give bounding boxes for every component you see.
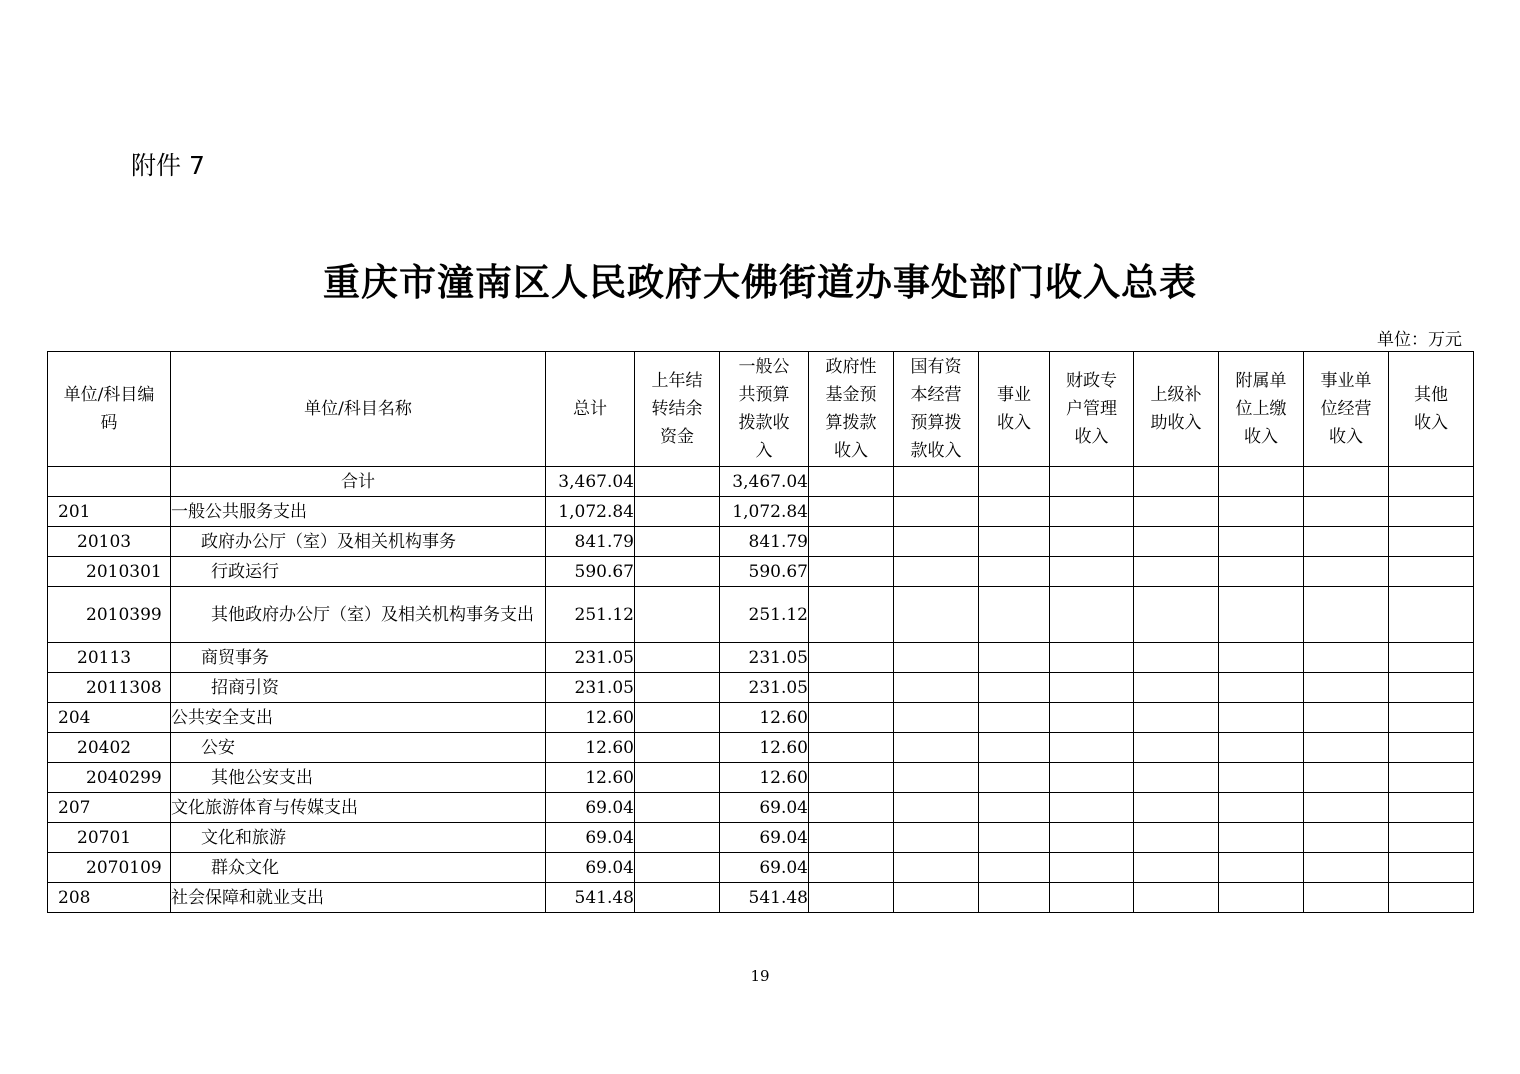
cell-general-budget: 12.60 <box>720 733 809 763</box>
cell-code: 2070109 <box>48 853 171 883</box>
cell-empty <box>1050 527 1134 557</box>
cell-empty <box>809 823 894 853</box>
cell-empty <box>1304 467 1389 497</box>
table-row <box>48 527 1474 557</box>
cell-code: 207 <box>48 793 171 823</box>
cell-empty <box>1134 467 1219 497</box>
attachment-label: 附件 7 <box>131 151 205 180</box>
cell-empty <box>979 643 1050 673</box>
cell-code: 2010399 <box>48 587 171 643</box>
cell-general-budget: 541.48 <box>720 883 809 913</box>
cell-general-budget: 251.12 <box>720 587 809 643</box>
header-general-budget: 一般公共预算拨款收入 <box>720 352 809 467</box>
unit-label: 单位：万元 <box>1377 330 1462 350</box>
cell-name: 文化和旅游 <box>171 823 546 853</box>
cell-empty <box>894 793 979 823</box>
cell-empty <box>979 557 1050 587</box>
cell-empty <box>1219 643 1304 673</box>
table-row <box>48 793 1474 823</box>
cell-empty <box>1050 763 1134 793</box>
cell-general-budget: 69.04 <box>720 793 809 823</box>
cell-name: 商贸事务 <box>171 643 546 673</box>
cell-carryover <box>635 883 720 913</box>
cell-empty <box>1304 763 1389 793</box>
cell-empty <box>1389 793 1474 823</box>
cell-empty <box>1219 587 1304 643</box>
cell-code: 20113 <box>48 643 171 673</box>
table-header-row <box>48 352 1474 467</box>
table-row <box>48 853 1474 883</box>
cell-carryover <box>635 793 720 823</box>
cell-empty <box>894 643 979 673</box>
cell-name: 招商引资 <box>171 673 546 703</box>
cell-code: 204 <box>48 703 171 733</box>
cell-empty <box>1389 673 1474 703</box>
cell-empty <box>809 763 894 793</box>
cell-name: 其他政府办公厅（室）及相关机构事务支出 <box>171 587 546 643</box>
cell-empty <box>894 557 979 587</box>
cell-empty <box>979 823 1050 853</box>
cell-empty <box>979 467 1050 497</box>
cell-general-budget: 841.79 <box>720 527 809 557</box>
cell-carryover <box>635 703 720 733</box>
cell-empty <box>1389 763 1474 793</box>
cell-empty <box>809 557 894 587</box>
table-row <box>48 497 1474 527</box>
cell-empty <box>1134 823 1219 853</box>
cell-total: 69.04 <box>546 793 635 823</box>
cell-carryover <box>635 763 720 793</box>
cell-carryover <box>635 467 720 497</box>
cell-empty <box>1304 733 1389 763</box>
header-name: 单位/科目名称 <box>171 352 546 467</box>
cell-empty <box>809 497 894 527</box>
cell-empty <box>1050 883 1134 913</box>
cell-total: 69.04 <box>546 823 635 853</box>
table-row <box>48 587 1474 643</box>
cell-code: 201 <box>48 497 171 527</box>
cell-code: 20701 <box>48 823 171 853</box>
cell-total: 841.79 <box>546 527 635 557</box>
cell-carryover <box>635 557 720 587</box>
cell-empty <box>894 497 979 527</box>
cell-empty <box>894 853 979 883</box>
cell-general-budget: 12.60 <box>720 763 809 793</box>
cell-empty <box>979 853 1050 883</box>
cell-empty <box>809 527 894 557</box>
table-row <box>48 703 1474 733</box>
cell-empty <box>1389 703 1474 733</box>
cell-name: 公共安全支出 <box>171 703 546 733</box>
cell-empty <box>1219 883 1304 913</box>
cell-empty <box>894 763 979 793</box>
cell-code: 20402 <box>48 733 171 763</box>
cell-empty <box>1050 467 1134 497</box>
table-row <box>48 557 1474 587</box>
document-title: 重庆市潼南区人民政府大佛街道办事处部门收入总表 <box>323 261 1197 304</box>
cell-empty <box>1389 733 1474 763</box>
cell-general-budget: 231.05 <box>720 673 809 703</box>
cell-empty <box>1389 883 1474 913</box>
cell-empty <box>1219 793 1304 823</box>
cell-total: 12.60 <box>546 733 635 763</box>
cell-total: 251.12 <box>546 587 635 643</box>
cell-empty <box>1304 703 1389 733</box>
cell-empty <box>1219 733 1304 763</box>
cell-empty <box>1134 527 1219 557</box>
cell-code: 2010301 <box>48 557 171 587</box>
cell-general-budget: 12.60 <box>720 703 809 733</box>
cell-empty <box>894 883 979 913</box>
cell-name: 其他公安支出 <box>171 763 546 793</box>
cell-total: 12.60 <box>546 763 635 793</box>
cell-empty <box>809 587 894 643</box>
cell-carryover <box>635 733 720 763</box>
cell-empty <box>1134 853 1219 883</box>
cell-empty <box>1219 673 1304 703</box>
cell-general-budget: 590.67 <box>720 557 809 587</box>
cell-empty <box>1134 497 1219 527</box>
page-number: 19 <box>750 967 770 985</box>
cell-empty <box>1389 527 1474 557</box>
cell-empty <box>809 883 894 913</box>
cell-empty <box>979 703 1050 733</box>
header-business-operation: 事业单位经营收入 <box>1304 352 1389 467</box>
cell-empty <box>894 467 979 497</box>
cell-empty <box>1219 823 1304 853</box>
cell-empty <box>809 673 894 703</box>
cell-empty <box>979 733 1050 763</box>
cell-empty <box>1050 673 1134 703</box>
cell-empty <box>1389 557 1474 587</box>
table-row <box>48 467 1474 497</box>
cell-empty <box>1304 497 1389 527</box>
table-row <box>48 673 1474 703</box>
cell-empty <box>894 587 979 643</box>
cell-name: 公安 <box>171 733 546 763</box>
cell-empty <box>1304 793 1389 823</box>
cell-empty <box>1219 853 1304 883</box>
cell-empty <box>1050 823 1134 853</box>
cell-name: 合计 <box>171 467 546 497</box>
cell-empty <box>809 853 894 883</box>
cell-empty <box>1304 673 1389 703</box>
table-row <box>48 883 1474 913</box>
header-fiscal-account: 财政专户管理收入 <box>1050 352 1134 467</box>
cell-carryover <box>635 853 720 883</box>
table-row <box>48 643 1474 673</box>
cell-empty <box>894 823 979 853</box>
cell-empty <box>1304 643 1389 673</box>
cell-code: 2040299 <box>48 763 171 793</box>
cell-total: 1,072.84 <box>546 497 635 527</box>
cell-name: 群众文化 <box>171 853 546 883</box>
cell-code: 208 <box>48 883 171 913</box>
cell-total: 12.60 <box>546 703 635 733</box>
cell-empty <box>1134 763 1219 793</box>
cell-empty <box>1134 703 1219 733</box>
cell-empty <box>809 793 894 823</box>
header-gov-fund: 政府性基金预算拨款收入 <box>809 352 894 467</box>
cell-empty <box>1050 853 1134 883</box>
header-code: 单位/科目编码 <box>48 352 171 467</box>
cell-empty <box>1134 733 1219 763</box>
cell-carryover <box>635 643 720 673</box>
header-superior-subsidy: 上级补助收入 <box>1134 352 1219 467</box>
header-business-income: 事业收入 <box>979 352 1050 467</box>
cell-total: 541.48 <box>546 883 635 913</box>
cell-carryover <box>635 823 720 853</box>
cell-total: 590.67 <box>546 557 635 587</box>
cell-name: 社会保障和就业支出 <box>171 883 546 913</box>
cell-empty <box>1050 733 1134 763</box>
cell-empty <box>1389 823 1474 853</box>
cell-empty <box>1050 793 1134 823</box>
header-carryover: 上年结转结余资金 <box>635 352 720 467</box>
cell-empty <box>894 733 979 763</box>
header-state-capital: 国有资本经营预算拨款收入 <box>894 352 979 467</box>
cell-empty <box>1389 587 1474 643</box>
cell-name: 政府办公厅（室）及相关机构事务 <box>171 527 546 557</box>
cell-carryover <box>635 527 720 557</box>
cell-empty <box>894 527 979 557</box>
cell-empty <box>1304 587 1389 643</box>
cell-empty <box>979 763 1050 793</box>
cell-empty <box>1389 643 1474 673</box>
header-other-income: 其他收入 <box>1389 352 1474 467</box>
table-row <box>48 823 1474 853</box>
cell-empty <box>1134 673 1219 703</box>
table-row <box>48 763 1474 793</box>
header-affiliated-payment: 附属单位上缴收入 <box>1219 352 1304 467</box>
cell-empty <box>1134 587 1219 643</box>
cell-empty <box>894 673 979 703</box>
cell-empty <box>979 883 1050 913</box>
cell-empty <box>979 673 1050 703</box>
header-total: 总计 <box>546 352 635 467</box>
cell-total: 3,467.04 <box>546 467 635 497</box>
cell-general-budget: 231.05 <box>720 643 809 673</box>
cell-general-budget: 3,467.04 <box>720 467 809 497</box>
cell-general-budget: 69.04 <box>720 823 809 853</box>
cell-empty <box>1219 703 1304 733</box>
cell-empty <box>1050 497 1134 527</box>
cell-empty <box>1304 557 1389 587</box>
cell-empty <box>1219 467 1304 497</box>
cell-total: 231.05 <box>546 643 635 673</box>
cell-total: 231.05 <box>546 673 635 703</box>
cell-empty <box>1389 853 1474 883</box>
cell-empty <box>1389 467 1474 497</box>
cell-name: 行政运行 <box>171 557 546 587</box>
cell-empty <box>979 497 1050 527</box>
cell-empty <box>1134 793 1219 823</box>
cell-empty <box>1304 527 1389 557</box>
cell-empty <box>1134 883 1219 913</box>
cell-code <box>48 467 171 497</box>
cell-empty <box>809 703 894 733</box>
cell-general-budget: 69.04 <box>720 853 809 883</box>
cell-carryover <box>635 587 720 643</box>
cell-empty <box>1050 703 1134 733</box>
cell-empty <box>979 587 1050 643</box>
cell-empty <box>1389 497 1474 527</box>
cell-name: 一般公共服务支出 <box>171 497 546 527</box>
cell-carryover <box>635 497 720 527</box>
cell-code: 2011308 <box>48 673 171 703</box>
cell-empty <box>1134 643 1219 673</box>
cell-empty <box>809 643 894 673</box>
income-table <box>47 351 1474 913</box>
cell-empty <box>1050 587 1134 643</box>
cell-empty <box>1134 557 1219 587</box>
cell-empty <box>809 733 894 763</box>
cell-empty <box>1050 557 1134 587</box>
cell-empty <box>979 527 1050 557</box>
cell-general-budget: 1,072.84 <box>720 497 809 527</box>
cell-carryover <box>635 673 720 703</box>
cell-empty <box>1304 883 1389 913</box>
cell-empty <box>1219 557 1304 587</box>
cell-empty <box>1219 763 1304 793</box>
cell-empty <box>1219 497 1304 527</box>
cell-empty <box>1304 853 1389 883</box>
cell-empty <box>809 467 894 497</box>
cell-empty <box>979 793 1050 823</box>
cell-empty <box>1219 527 1304 557</box>
cell-name: 文化旅游体育与传媒支出 <box>171 793 546 823</box>
cell-empty <box>1304 823 1389 853</box>
table-row <box>48 733 1474 763</box>
cell-code: 20103 <box>48 527 171 557</box>
cell-total: 69.04 <box>546 853 635 883</box>
cell-empty <box>894 703 979 733</box>
cell-empty <box>1050 643 1134 673</box>
